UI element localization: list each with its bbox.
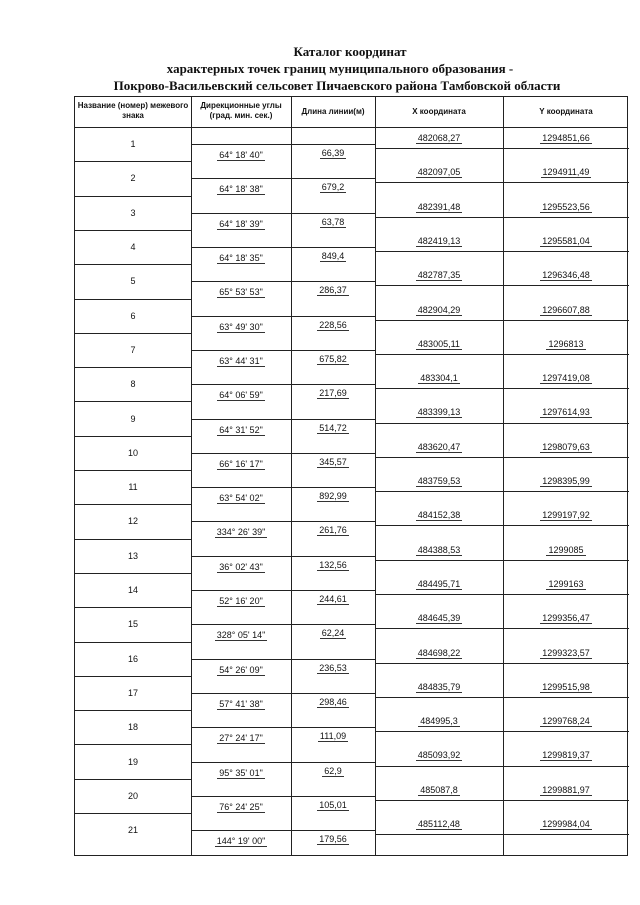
segment-angle [191,322,291,332]
segment-angle-text: 64° 18' 39" [219,218,263,229]
doc-title: Каталог координат [293,44,407,59]
segment-length [291,525,375,535]
segment-length-text: 66,39 [321,148,345,159]
segment-angle-text: 334° 26' 39" [216,527,266,538]
point-x-coordinate-text: 482787,35 [417,270,461,281]
row-divider [75,710,191,711]
point-x-coordinate [375,648,503,658]
point-x-coordinate [375,510,503,520]
row-divider [191,521,375,522]
segment-angle-text: 64° 18' 35" [219,253,263,264]
point-y-coordinate-text: 1299984,04 [542,819,590,829]
segment-length-text: 228,56 [319,319,347,330]
segment-angle-text: 27° 24' 17" [219,733,263,744]
segment-length-text: 111,09 [319,731,347,742]
segment-angle-text: 36° 02' 43" [219,561,263,572]
coordinates-table [74,96,628,856]
row-divider [191,350,375,351]
point-number-text: 11 [128,482,138,493]
point-y-coordinate [503,613,629,623]
point-y-coordinate [503,133,629,143]
row-divider [375,148,629,149]
row-divider [191,247,375,248]
row-divider [191,144,375,145]
point-number [75,276,191,286]
row-divider [375,320,629,321]
segment-angle [191,699,291,709]
point-x-coordinate-text: 484495,71 [417,578,461,589]
segment-length-text: 261,76 [319,525,347,536]
point-x-coordinate-text: 485087,8 [420,784,458,795]
segment-angle [191,356,291,366]
segment-angle [191,802,291,812]
row-divider [75,401,191,402]
row-divider [375,251,629,252]
row-divider [191,316,375,317]
segment-length [291,834,375,844]
point-number [75,379,191,389]
point-x-coordinate-text: 483759,53 [417,476,461,486]
point-y-coordinate-text: 1299085 [548,544,584,555]
segment-length-text: 179,56 [319,834,347,845]
point-number-text: 10 [127,447,138,458]
point-y-coordinate-text: 1297419,08 [542,373,590,384]
point-number-text: 4 [130,242,136,253]
row-divider [75,779,191,780]
row-divider [191,659,375,660]
row-divider [75,676,191,677]
row-divider [191,453,375,454]
point-number [75,757,191,767]
point-x-coordinate-text: 483304,1 [420,373,458,384]
point-number-text: 21 [127,825,138,836]
point-number [75,139,191,149]
row-divider [191,213,375,214]
point-y-coordinate [503,750,629,760]
point-y-coordinate [503,819,629,829]
row-divider [75,813,191,814]
row-divider [375,217,629,218]
point-x-coordinate-text: 484995,3 [420,716,458,727]
point-y-coordinate-text: 1299197,92 [542,510,590,521]
row-divider [75,744,191,745]
row-divider [191,178,375,179]
point-x-coordinate [375,305,503,315]
point-x-coordinate-text: 483620,47 [417,441,461,452]
point-y-coordinate-text: 1299881,97 [542,784,590,795]
segment-angle-text: 57° 41' 38" [219,698,263,709]
doc-subtitle-line1: характерных точек границ муниципального образования - [166,61,514,76]
segment-length [291,766,375,776]
row-divider [75,504,191,505]
point-number-text: 18 [127,722,138,733]
point-y-coordinate-text: 1299819,37 [542,750,590,761]
header-angle: Дирекционные углы (град. мин. сек.) [200,101,282,120]
segment-angle-text: 54° 26' 09" [219,664,263,675]
point-y-coordinate [503,407,629,417]
segment-angle [191,150,291,160]
row-divider [375,697,629,698]
segment-length [291,285,375,295]
doc-subtitle-line2: Покрово-Васильевский сельсовет Пичаевского района Тамбовской области [113,78,561,93]
row-divider [375,457,629,458]
point-x-coordinate-text: 485093,92 [417,750,461,761]
segment-length-text: 132,56 [319,559,347,570]
segment-angle [191,425,291,435]
point-x-coordinate [375,716,503,726]
point-y-coordinate [503,270,629,280]
point-x-coordinate-text: 482097,05 [417,167,461,178]
point-y-coordinate [503,545,629,555]
segment-length [291,731,375,741]
row-divider [191,556,375,557]
row-divider [191,830,375,831]
segment-angle-text: 144° 19' 00" [216,836,266,847]
segment-length [291,217,375,227]
segment-length-text: 286,37 [319,285,347,296]
segment-length-text: 675,82 [319,353,347,364]
point-x-coordinate [375,819,503,829]
point-y-coordinate-text: 1294851,66 [542,133,590,143]
point-x-coordinate [375,442,503,452]
header-y: Y координата [539,107,593,116]
row-divider [191,487,375,488]
point-x-coordinate-text: 482391,48 [417,201,461,212]
segment-angle [191,733,291,743]
point-y-coordinate-text: 1295523,56 [542,201,590,212]
row-divider [75,333,191,334]
segment-length [291,594,375,604]
point-number [75,619,191,629]
segment-length-text: 849,4 [321,251,345,262]
point-number-text: 13 [127,550,138,561]
point-number-text: 1 [130,139,136,150]
segment-length [291,182,375,192]
row-divider [375,182,629,183]
row-divider [375,800,629,801]
point-number-text: 15 [127,619,138,630]
point-x-coordinate [375,613,503,623]
point-x-coordinate-text: 483399,13 [417,407,461,418]
point-y-coordinate-text: 1294911,49 [542,167,590,178]
segment-length [291,457,375,467]
point-number-text: 5 [130,276,136,287]
segment-angle-text: 64° 18' 40" [219,150,263,161]
point-x-coordinate [375,579,503,589]
row-divider [375,663,629,664]
row-divider [375,423,629,424]
segment-length-text: 244,61 [319,594,347,605]
segment-length-text: 105,01 [319,799,347,810]
segment-length [291,800,375,810]
segment-length-text: 63,78 [321,216,345,227]
point-number [75,173,191,183]
segment-length [291,388,375,398]
row-divider [191,384,375,385]
point-number [75,345,191,355]
point-number [75,516,191,526]
point-y-coordinate [503,579,629,589]
segment-angle-text: 328° 05' 14" [216,630,266,641]
point-number [75,414,191,424]
column-divider [291,97,292,855]
row-divider [75,161,191,162]
row-divider [75,367,191,368]
segment-length-text: 217,69 [319,388,347,399]
segment-angle [191,253,291,263]
point-y-coordinate-text: 1299515,98 [542,681,590,692]
point-number-text: 12 [127,516,138,527]
segment-angle-text: 63° 49' 30" [219,321,263,332]
point-number-text: 7 [130,344,136,355]
point-x-coordinate [375,133,503,143]
point-x-coordinate [375,202,503,212]
row-divider [191,624,375,625]
segment-length [291,354,375,364]
point-y-coordinate-text: 1299768,24 [542,716,590,727]
row-divider [375,594,629,595]
row-divider [75,607,191,608]
segment-length-text: 679,2 [321,182,345,193]
segment-length [291,628,375,638]
segment-angle [191,184,291,194]
point-number [75,825,191,835]
row-divider [375,834,629,835]
point-y-coordinate [503,167,629,177]
point-x-coordinate-text: 483005,11 [418,338,460,349]
segment-length-text: 62,24 [321,628,345,639]
point-y-coordinate [503,648,629,658]
point-y-coordinate-text: 1299323,57 [542,647,590,658]
segment-length [291,423,375,433]
point-number [75,208,191,218]
segment-length-text: 514,72 [319,422,347,433]
segment-angle [191,768,291,778]
segment-length-text: 892,99 [319,491,347,502]
point-y-coordinate-text: 1296607,88 [542,304,590,315]
point-number [75,722,191,732]
point-x-coordinate [375,682,503,692]
segment-angle [191,287,291,297]
row-divider [75,299,191,300]
row-divider [191,727,375,728]
point-number-text: 6 [130,310,136,321]
row-divider [191,590,375,591]
point-x-coordinate [375,407,503,417]
header-divider [75,127,627,128]
segment-angle [191,562,291,572]
header-x: X координата [412,107,466,116]
segment-angle-text: 76° 24' 25" [219,801,263,812]
segment-length-text: 236,53 [319,662,347,673]
point-number [75,654,191,664]
point-number [75,311,191,321]
segment-angle [191,596,291,606]
point-x-coordinate-text: 482419,13 [417,235,461,246]
segment-length [291,251,375,261]
segment-length [291,697,375,707]
row-divider [375,766,629,767]
segment-angle [191,219,291,229]
header-name: Название (номер) межевого знака [77,101,189,120]
row-divider [191,762,375,763]
segment-length-text: 298,46 [319,696,347,707]
point-y-coordinate-text: 1296813 [548,338,584,349]
segment-length [291,320,375,330]
segment-angle-text: 63° 54' 02" [219,493,263,504]
point-x-coordinate-text: 484388,53 [417,544,461,555]
point-number [75,585,191,595]
point-number [75,448,191,458]
point-x-coordinate-text: 484835,79 [417,681,461,692]
point-y-coordinate [503,716,629,726]
segment-angle-text: 64° 18' 38" [219,184,263,195]
point-y-coordinate [503,682,629,692]
point-number [75,242,191,252]
segment-angle-text: 95° 35' 01" [219,767,263,778]
row-divider [75,642,191,643]
point-x-coordinate [375,270,503,280]
segment-angle-text: 64° 31' 52" [219,424,263,435]
point-y-coordinate-text: 1297614,93 [542,407,590,418]
point-x-coordinate [375,167,503,177]
row-divider [75,470,191,471]
point-y-coordinate [503,305,629,315]
row-divider [75,230,191,231]
row-divider [75,196,191,197]
segment-angle [191,665,291,675]
segment-angle-text: 52° 16' 20" [219,596,263,607]
row-divider [375,354,629,355]
point-y-coordinate [503,476,629,486]
segment-length-text: 62,9 [324,765,342,776]
segment-angle [191,390,291,400]
point-y-coordinate [503,339,629,349]
point-y-coordinate [503,510,629,520]
point-x-coordinate-text: 484152,38 [417,510,461,521]
point-x-coordinate-text: 482068,27 [417,133,461,143]
row-divider [375,628,629,629]
row-divider [75,436,191,437]
point-number-text: 2 [130,173,136,184]
point-number [75,482,191,492]
segment-angle-text: 64° 06' 59" [219,390,263,401]
point-number [75,688,191,698]
point-number-text: 19 [127,756,138,767]
point-y-coordinate [503,785,629,795]
point-x-coordinate-text: 485112,48 [418,819,460,829]
segment-angle [191,527,291,537]
row-divider [375,285,629,286]
segment-length-text: 345,57 [319,456,347,467]
row-divider [191,281,375,282]
row-divider [75,539,191,540]
point-y-coordinate [503,373,629,383]
row-divider [375,525,629,526]
point-y-coordinate-text: 1295581,04 [542,235,590,246]
point-x-coordinate-text: 484645,39 [417,613,461,624]
point-y-coordinate-text: 1298079,63 [542,441,590,452]
point-y-coordinate-text: 1299356,47 [542,613,590,624]
segment-length [291,663,375,673]
segment-length [291,491,375,501]
segment-angle-text: 63° 44' 31" [219,355,263,366]
row-divider [375,388,629,389]
point-x-coordinate [375,236,503,246]
point-number-text: 16 [127,653,138,664]
segment-angle [191,836,291,846]
row-divider [375,731,629,732]
point-number-text: 14 [127,585,138,596]
row-divider [191,419,375,420]
point-number [75,791,191,801]
row-divider [75,264,191,265]
row-divider [75,573,191,574]
segment-length [291,560,375,570]
point-y-coordinate-text: 1296346,48 [542,270,590,281]
point-y-coordinate-text: 1298395,99 [542,476,590,486]
segment-angle-text: 66° 16' 17" [219,458,263,469]
segment-angle [191,630,291,640]
point-x-coordinate [375,476,503,486]
point-y-coordinate-text: 1299163 [548,578,584,589]
point-number-text: 3 [130,207,136,218]
point-number-text: 8 [130,379,136,390]
segment-angle [191,493,291,503]
point-x-coordinate-text: 482904,29 [417,304,461,315]
point-y-coordinate [503,442,629,452]
segment-length [291,148,375,158]
point-x-coordinate [375,545,503,555]
point-y-coordinate [503,236,629,246]
point-number-text: 17 [127,687,138,698]
point-number-text: 20 [127,790,138,801]
header-length: Длина линии(м) [301,107,365,116]
point-x-coordinate-text: 484698,22 [417,647,461,658]
row-divider [191,796,375,797]
point-y-coordinate [503,202,629,212]
segment-angle [191,459,291,469]
row-divider [375,491,629,492]
point-number-text: 9 [130,413,136,424]
row-divider [375,560,629,561]
segment-angle-text: 65° 53' 53" [219,287,263,298]
point-x-coordinate [375,750,503,760]
point-number [75,551,191,561]
point-x-coordinate [375,373,503,383]
point-x-coordinate [375,785,503,795]
row-divider [191,693,375,694]
point-x-coordinate [375,339,503,349]
